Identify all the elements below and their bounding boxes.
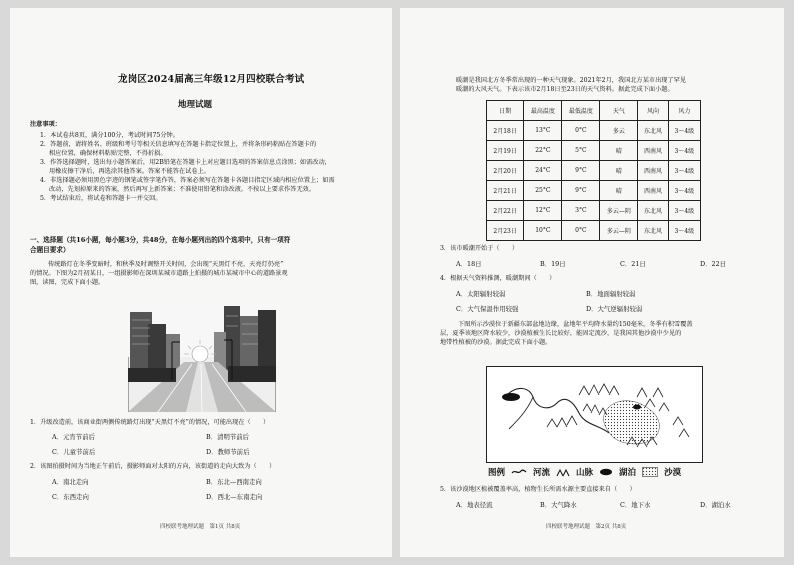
weather-table bbox=[486, 100, 701, 241]
table-row bbox=[487, 221, 701, 241]
table-header: 日期 bbox=[487, 101, 524, 121]
q3-option-d[interactable]: D．22日 bbox=[700, 260, 727, 268]
q1-option-a[interactable]: A．元宵节前后 bbox=[52, 433, 95, 441]
question-5-stem: 5．该沙漠地区植被覆盖率高，植物生长所需水源主要直接来自（ ） bbox=[440, 486, 636, 493]
page-footer: 四校联考地理试题 第1页 共8页 bbox=[160, 524, 241, 530]
passage-line: 传统路灯在冬季变暗时，和秋季及时调整开关时间，会出现“天黑灯不亮，天亮灯仍亮” bbox=[48, 261, 284, 268]
section-header: 一、选择题（共16小题，每小题3分，共48分，在每小题列出的四个选项中，只有一项符 bbox=[30, 236, 291, 244]
question-4-stem: 4．根据天气资料推测，暖潮期间（ ） bbox=[440, 275, 556, 282]
question-1-stem: 1．升级改造前，该商业街两侧传统路灯出现“天黑灯不亮”的情况，可能出现在（ ） bbox=[30, 419, 270, 426]
table-cell: 12°C bbox=[524, 201, 562, 221]
question-1 bbox=[30, 418, 380, 427]
passage-line: 下图所示沙漠位于新疆东部盆地边缘，盆地年平均降水量约150毫米，冬季有积雪覆盖 bbox=[458, 321, 693, 328]
q1-option-d[interactable]: D．教师节前后 bbox=[206, 448, 250, 456]
q2-option-c[interactable]: C．东西走向 bbox=[52, 493, 89, 501]
q3-option-c[interactable]: C．21日 bbox=[620, 260, 646, 268]
notice-list bbox=[40, 131, 370, 203]
page-footer: 四校联考地理试题 第2页 共8页 bbox=[546, 524, 627, 530]
legend-desert: 沙漠 bbox=[664, 468, 682, 478]
q3-option-a[interactable]: A．18日 bbox=[456, 260, 482, 268]
q4-option-a[interactable]: A．太阳辐射较弱 bbox=[456, 290, 506, 298]
street-photo bbox=[128, 302, 276, 412]
intro-line: 暖潮是我国北方冬季常出现的一种天气现象。2021年2月，我国北方某市出现了罕见 bbox=[456, 77, 687, 84]
table-cell: 2月23日 bbox=[487, 221, 524, 241]
table-cell: 3～4级 bbox=[668, 161, 700, 181]
table-cell: 东北风 bbox=[638, 221, 668, 241]
table-cell: 西南风 bbox=[638, 141, 668, 161]
notice-line: 5．考试结束后，将试卷和答题卡一并交回。 bbox=[40, 195, 162, 202]
river-icon bbox=[507, 388, 609, 433]
table-cell: 西南风 bbox=[638, 181, 668, 201]
table-cell: 9°C bbox=[562, 161, 600, 181]
river-icon bbox=[511, 468, 527, 476]
map-legend bbox=[488, 466, 681, 478]
notice-line: 1．本试卷共8页，满分100分，考试时间75分钟。 bbox=[40, 132, 179, 139]
desert-map bbox=[486, 366, 703, 463]
table-cell: 2月20日 bbox=[487, 161, 524, 181]
table-cell: 晴 bbox=[600, 161, 638, 181]
q1-option-b[interactable]: B．清明节前后 bbox=[206, 433, 250, 441]
q5-option-b[interactable]: B．大气降水 bbox=[540, 501, 577, 509]
question-3-stem: 3．该市暖潮开始于（ ） bbox=[440, 245, 519, 252]
q4-option-d[interactable]: D．大气逆辐射较弱 bbox=[586, 305, 643, 313]
table-row bbox=[487, 121, 701, 141]
q5-option-a[interactable]: A．地表径流 bbox=[456, 501, 493, 509]
table-cell: 晴 bbox=[600, 141, 638, 161]
table-cell: 晴 bbox=[600, 181, 638, 201]
table-cell: 2月22日 bbox=[487, 201, 524, 221]
table-cell: 2月21日 bbox=[487, 181, 524, 201]
table-header: 天气 bbox=[600, 101, 638, 121]
notice-line: 3．作答选择题时，选出每小题答案后，用2B铅笔在答题卡上对应题目选项的答案信息点涂黑；如需改动， bbox=[40, 159, 331, 166]
q5-option-c[interactable]: C．地下水 bbox=[620, 501, 651, 509]
table-cell: 3～4级 bbox=[668, 181, 700, 201]
intro-line: 暖潮的大风天气。下表示该市2月18日至23日的天气资料。据此完成下面小题。 bbox=[456, 86, 674, 93]
legend-river: 河流 bbox=[533, 468, 551, 478]
table-cell: 2月18日 bbox=[487, 121, 524, 141]
table-row bbox=[487, 141, 701, 161]
q3-option-b[interactable]: B．19日 bbox=[540, 260, 566, 268]
table-header: 风力 bbox=[668, 101, 700, 121]
table-cell: 西南风 bbox=[638, 161, 668, 181]
table-cell: 多云—阴 bbox=[600, 221, 638, 241]
q5-option-d[interactable]: D．湖泊水 bbox=[700, 501, 731, 509]
passage-line: 的情况。下图为2月初某日，一组摄影师在深圳某城市道路上拍摄的城市某城市中心的道路景观 bbox=[30, 270, 288, 277]
table-cell: 0°C bbox=[562, 221, 600, 241]
passage-line: 层，夏季该地区降水较少，沙漠植被生长比较好，能固定流沙，是我国其他沙漠中少见的 bbox=[440, 330, 682, 337]
q4-option-b[interactable]: B．地面辐射较弱 bbox=[586, 290, 636, 298]
table-cell: 9°C bbox=[562, 181, 600, 201]
passage-line: 图，读图，完成下面小题。 bbox=[30, 279, 105, 286]
table-cell: 2月19日 bbox=[487, 141, 524, 161]
section-header-cont: 合题目要求） bbox=[30, 246, 70, 254]
table-cell: 10°C bbox=[524, 221, 562, 241]
table-cell: 0°C bbox=[562, 121, 600, 141]
legend-prefix: 图例 bbox=[488, 468, 506, 478]
passage-1 bbox=[30, 260, 375, 287]
q2-option-b[interactable]: B．东北—西南走向 bbox=[206, 478, 262, 486]
exam-page-2 bbox=[400, 8, 784, 557]
notice-line: 相应位置，确保材料粘贴完整，不得折损。 bbox=[49, 150, 167, 157]
passage-2 bbox=[440, 320, 775, 347]
table-cell: 3～4级 bbox=[668, 221, 700, 241]
table-cell: 3°C bbox=[562, 201, 600, 221]
table-cell: 多云 bbox=[600, 121, 638, 141]
q4-option-c[interactable]: C．大气保温作用较强 bbox=[456, 305, 519, 313]
lake-icon bbox=[502, 393, 520, 401]
q2-option-a[interactable]: A．南北走向 bbox=[52, 478, 89, 486]
question-2-stem: 2．该图拍摄时间为当地正午前后，摄影师面对太阳的方向，该街道的走向大致为（ ） bbox=[30, 463, 276, 470]
table-row bbox=[487, 181, 701, 201]
table-cell: 22°C bbox=[524, 141, 562, 161]
table-row bbox=[487, 161, 701, 181]
notice-line: 2．答题前，请将姓名、班级和考号等相关信息填写在答题卡指定位置上，并将条形码粘贴在答题卡的 bbox=[40, 141, 317, 148]
table-cell: 24°C bbox=[524, 161, 562, 181]
table-cell: 5°C bbox=[562, 141, 600, 161]
table-cell: 东北风 bbox=[638, 121, 668, 141]
desert-icon bbox=[642, 467, 658, 477]
table-row bbox=[487, 201, 701, 221]
desert-icon bbox=[604, 401, 660, 444]
q2-option-d[interactable]: D．西北—东南走向 bbox=[206, 493, 263, 501]
table-header: 最高温度 bbox=[524, 101, 562, 121]
table-cell: 13°C bbox=[524, 121, 562, 141]
table-header: 最低温度 bbox=[562, 101, 600, 121]
table-cell: 25°C bbox=[524, 181, 562, 201]
q1-option-c[interactable]: C．儿童节前后 bbox=[52, 448, 96, 456]
exam-title: 龙岗区2024届高三年级12月四校联合考试 bbox=[118, 74, 305, 85]
exam-subtitle: 地理试题 bbox=[178, 100, 213, 110]
table-cell: 东北风 bbox=[638, 201, 668, 221]
lake-icon bbox=[599, 468, 613, 476]
notice-line: 改动，先划掉原来的答案，然后再写上新答案；不准使用铅笔和涂改液。不按以上要求作答无效。 bbox=[49, 186, 316, 193]
passage-line: 地带性植被的沙漠。据此完成下面小题。 bbox=[440, 339, 552, 346]
mountain-icon bbox=[556, 468, 570, 477]
notice-line: 4．非选择题必须用黑色字迹的钢笔或签字笔作答，答案必须写在答题卡各题目指定区域内相应位置上；如需 bbox=[40, 177, 335, 184]
exam-page-1 bbox=[10, 8, 392, 557]
notice-line: 用橡皮擦干净后，再选涂其他答案。答案不能答在试卷上。 bbox=[49, 168, 210, 175]
table-cell: 3～4级 bbox=[668, 201, 700, 221]
legend-lake: 湖泊 bbox=[619, 468, 637, 478]
notice-header: 注意事项： bbox=[30, 121, 61, 128]
table-header-row bbox=[487, 101, 701, 121]
table-header: 风向 bbox=[638, 101, 668, 121]
table-cell: 多云—阴 bbox=[600, 201, 638, 221]
table-cell: 3～4级 bbox=[668, 141, 700, 161]
legend-mountain: 山脉 bbox=[576, 468, 594, 478]
table-cell: 3～4级 bbox=[668, 121, 700, 141]
passage-intro bbox=[456, 76, 776, 94]
